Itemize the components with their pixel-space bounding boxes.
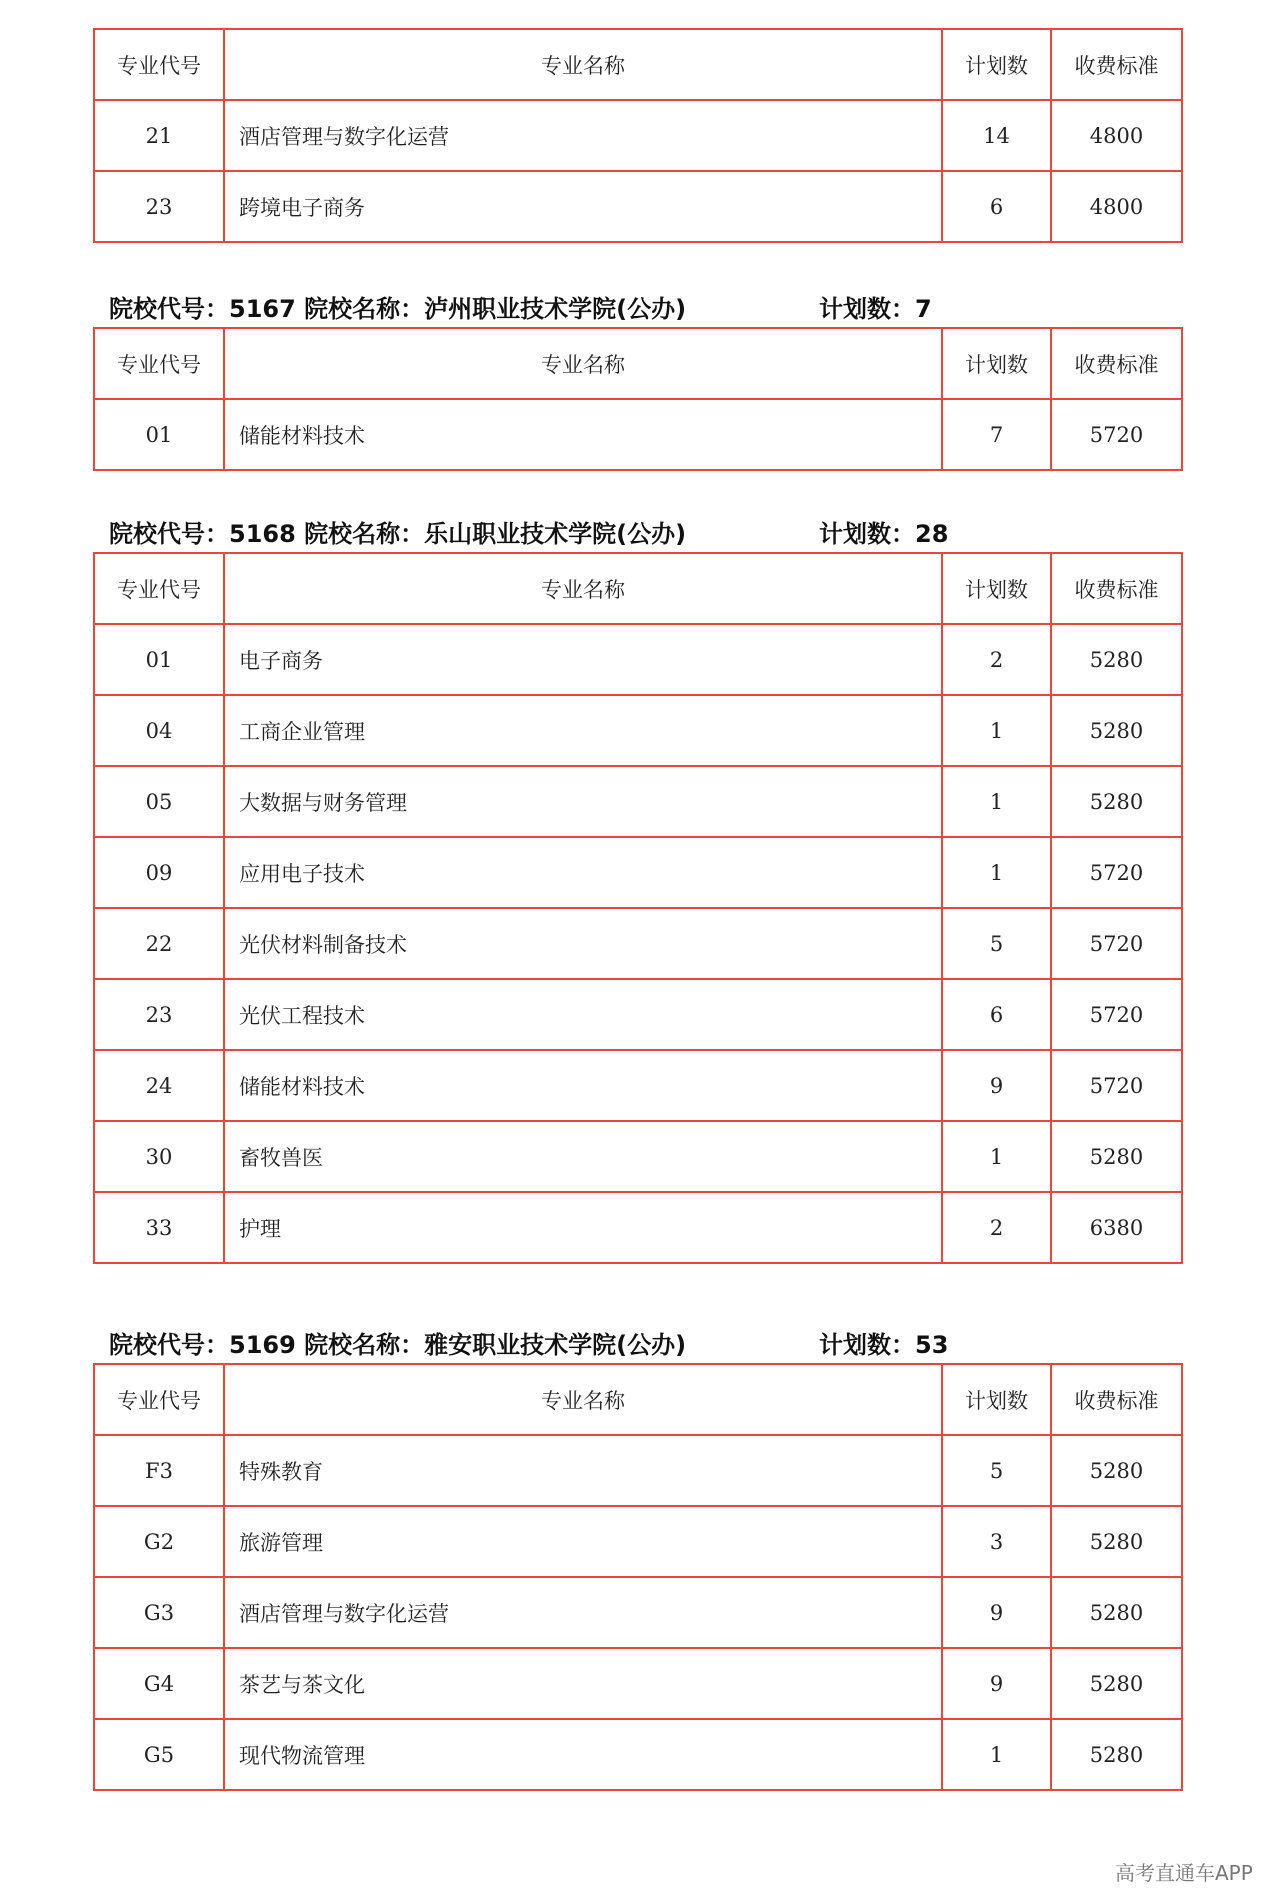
header-fee: 收费标准 <box>1051 1364 1182 1435</box>
school-heading <box>109 1325 949 1360</box>
table-row <box>94 1577 1182 1648</box>
school-info: 院校代号：5167 院校名称：泸州职业技术学院(公办) <box>109 295 687 323</box>
major-name: 特殊教育 <box>224 1435 942 1506</box>
fee: 5280 <box>1051 1121 1182 1192</box>
school-heading <box>109 514 949 549</box>
major-name: 现代物流管理 <box>224 1719 942 1790</box>
header-fee: 收费标准 <box>1051 29 1182 100</box>
table-row <box>94 1719 1182 1790</box>
plan-count: 9 <box>942 1050 1051 1121</box>
table-row <box>94 1121 1182 1192</box>
major-name: 旅游管理 <box>224 1506 942 1577</box>
major-code: 30 <box>94 1121 224 1192</box>
header-fee: 收费标准 <box>1051 328 1182 399</box>
major-code: 23 <box>94 171 224 242</box>
plan-count: 1 <box>942 1719 1051 1790</box>
major-name: 电子商务 <box>224 624 942 695</box>
plan-count: 1 <box>942 766 1051 837</box>
fee: 5280 <box>1051 1577 1182 1648</box>
school-plan-count: 计划数：7 <box>819 295 932 323</box>
table-row <box>94 908 1182 979</box>
major-code: 01 <box>94 624 224 695</box>
major-code: 21 <box>94 100 224 171</box>
major-code: 24 <box>94 1050 224 1121</box>
major-code: 33 <box>94 1192 224 1263</box>
school-heading <box>109 289 932 324</box>
plan-count: 1 <box>942 695 1051 766</box>
header-code: 专业代号 <box>94 328 224 399</box>
major-table <box>93 1363 1183 1791</box>
major-code: G5 <box>94 1719 224 1790</box>
header-name: 专业名称 <box>224 553 942 624</box>
fee: 5280 <box>1051 1435 1182 1506</box>
major-table <box>93 327 1183 471</box>
table-row <box>94 695 1182 766</box>
header-code: 专业代号 <box>94 29 224 100</box>
plan-count: 2 <box>942 624 1051 695</box>
major-name: 护理 <box>224 1192 942 1263</box>
plan-count: 1 <box>942 837 1051 908</box>
header-plan: 计划数 <box>942 1364 1051 1435</box>
major-code: 23 <box>94 979 224 1050</box>
plan-count: 7 <box>942 399 1051 470</box>
major-name: 储能材料技术 <box>224 1050 942 1121</box>
major-code: G3 <box>94 1577 224 1648</box>
table-row <box>94 766 1182 837</box>
plan-count: 1 <box>942 1121 1051 1192</box>
fee: 5720 <box>1051 908 1182 979</box>
table-row <box>94 1648 1182 1719</box>
fee: 5280 <box>1051 1719 1182 1790</box>
plan-count: 6 <box>942 171 1051 242</box>
major-name: 光伏材料制备技术 <box>224 908 942 979</box>
header-plan: 计划数 <box>942 328 1051 399</box>
header-name: 专业名称 <box>224 29 942 100</box>
table-row <box>94 1435 1182 1506</box>
fee: 5280 <box>1051 1506 1182 1577</box>
major-name: 茶艺与茶文化 <box>224 1648 942 1719</box>
major-code: G4 <box>94 1648 224 1719</box>
table-row <box>94 171 1182 242</box>
watermark: 高考直通车APP <box>1115 1861 1253 1885</box>
table-row <box>94 1050 1182 1121</box>
major-table <box>93 552 1183 1264</box>
table-row <box>94 979 1182 1050</box>
major-code: 04 <box>94 695 224 766</box>
major-code: 05 <box>94 766 224 837</box>
major-code: 22 <box>94 908 224 979</box>
header-plan: 计划数 <box>942 29 1051 100</box>
major-table <box>93 28 1183 243</box>
fee: 5720 <box>1051 1050 1182 1121</box>
fee: 5720 <box>1051 399 1182 470</box>
plan-count: 9 <box>942 1648 1051 1719</box>
plan-count: 14 <box>942 100 1051 171</box>
header-name: 专业名称 <box>224 1364 942 1435</box>
major-name: 大数据与财务管理 <box>224 766 942 837</box>
major-name: 跨境电子商务 <box>224 171 942 242</box>
plan-count: 5 <box>942 1435 1051 1506</box>
table-row <box>94 1192 1182 1263</box>
major-name: 光伏工程技术 <box>224 979 942 1050</box>
header-fee: 收费标准 <box>1051 553 1182 624</box>
table-row <box>94 1506 1182 1577</box>
plan-count: 6 <box>942 979 1051 1050</box>
header-code: 专业代号 <box>94 1364 224 1435</box>
header-code: 专业代号 <box>94 553 224 624</box>
table-header <box>94 328 1182 399</box>
major-name: 酒店管理与数字化运营 <box>224 100 942 171</box>
plan-count: 3 <box>942 1506 1051 1577</box>
major-code: 09 <box>94 837 224 908</box>
fee: 4800 <box>1051 171 1182 242</box>
fee: 5280 <box>1051 695 1182 766</box>
plan-count: 9 <box>942 1577 1051 1648</box>
major-name: 畜牧兽医 <box>224 1121 942 1192</box>
fee: 5280 <box>1051 766 1182 837</box>
major-name: 工商企业管理 <box>224 695 942 766</box>
school-info: 院校代号：5169 院校名称：雅安职业技术学院(公办) <box>109 1331 687 1359</box>
major-name: 应用电子技术 <box>224 837 942 908</box>
header-plan: 计划数 <box>942 553 1051 624</box>
fee: 5720 <box>1051 837 1182 908</box>
fee: 6380 <box>1051 1192 1182 1263</box>
header-name: 专业名称 <box>224 328 942 399</box>
school-plan-count: 计划数：28 <box>819 520 949 548</box>
table-header <box>94 1364 1182 1435</box>
table-row <box>94 399 1182 470</box>
fee: 5280 <box>1051 1648 1182 1719</box>
table-header <box>94 553 1182 624</box>
table-header <box>94 29 1182 100</box>
major-name: 储能材料技术 <box>224 399 942 470</box>
school-plan-count: 计划数：53 <box>819 1331 949 1359</box>
fee: 5720 <box>1051 979 1182 1050</box>
table-row <box>94 624 1182 695</box>
major-name: 酒店管理与数字化运营 <box>224 1577 942 1648</box>
table-row <box>94 837 1182 908</box>
plan-count: 2 <box>942 1192 1051 1263</box>
school-info: 院校代号：5168 院校名称：乐山职业技术学院(公办) <box>109 520 687 548</box>
fee: 4800 <box>1051 100 1182 171</box>
plan-count: 5 <box>942 908 1051 979</box>
table-row <box>94 100 1182 171</box>
fee: 5280 <box>1051 624 1182 695</box>
major-code: 01 <box>94 399 224 470</box>
major-code: G2 <box>94 1506 224 1577</box>
major-code: F3 <box>94 1435 224 1506</box>
